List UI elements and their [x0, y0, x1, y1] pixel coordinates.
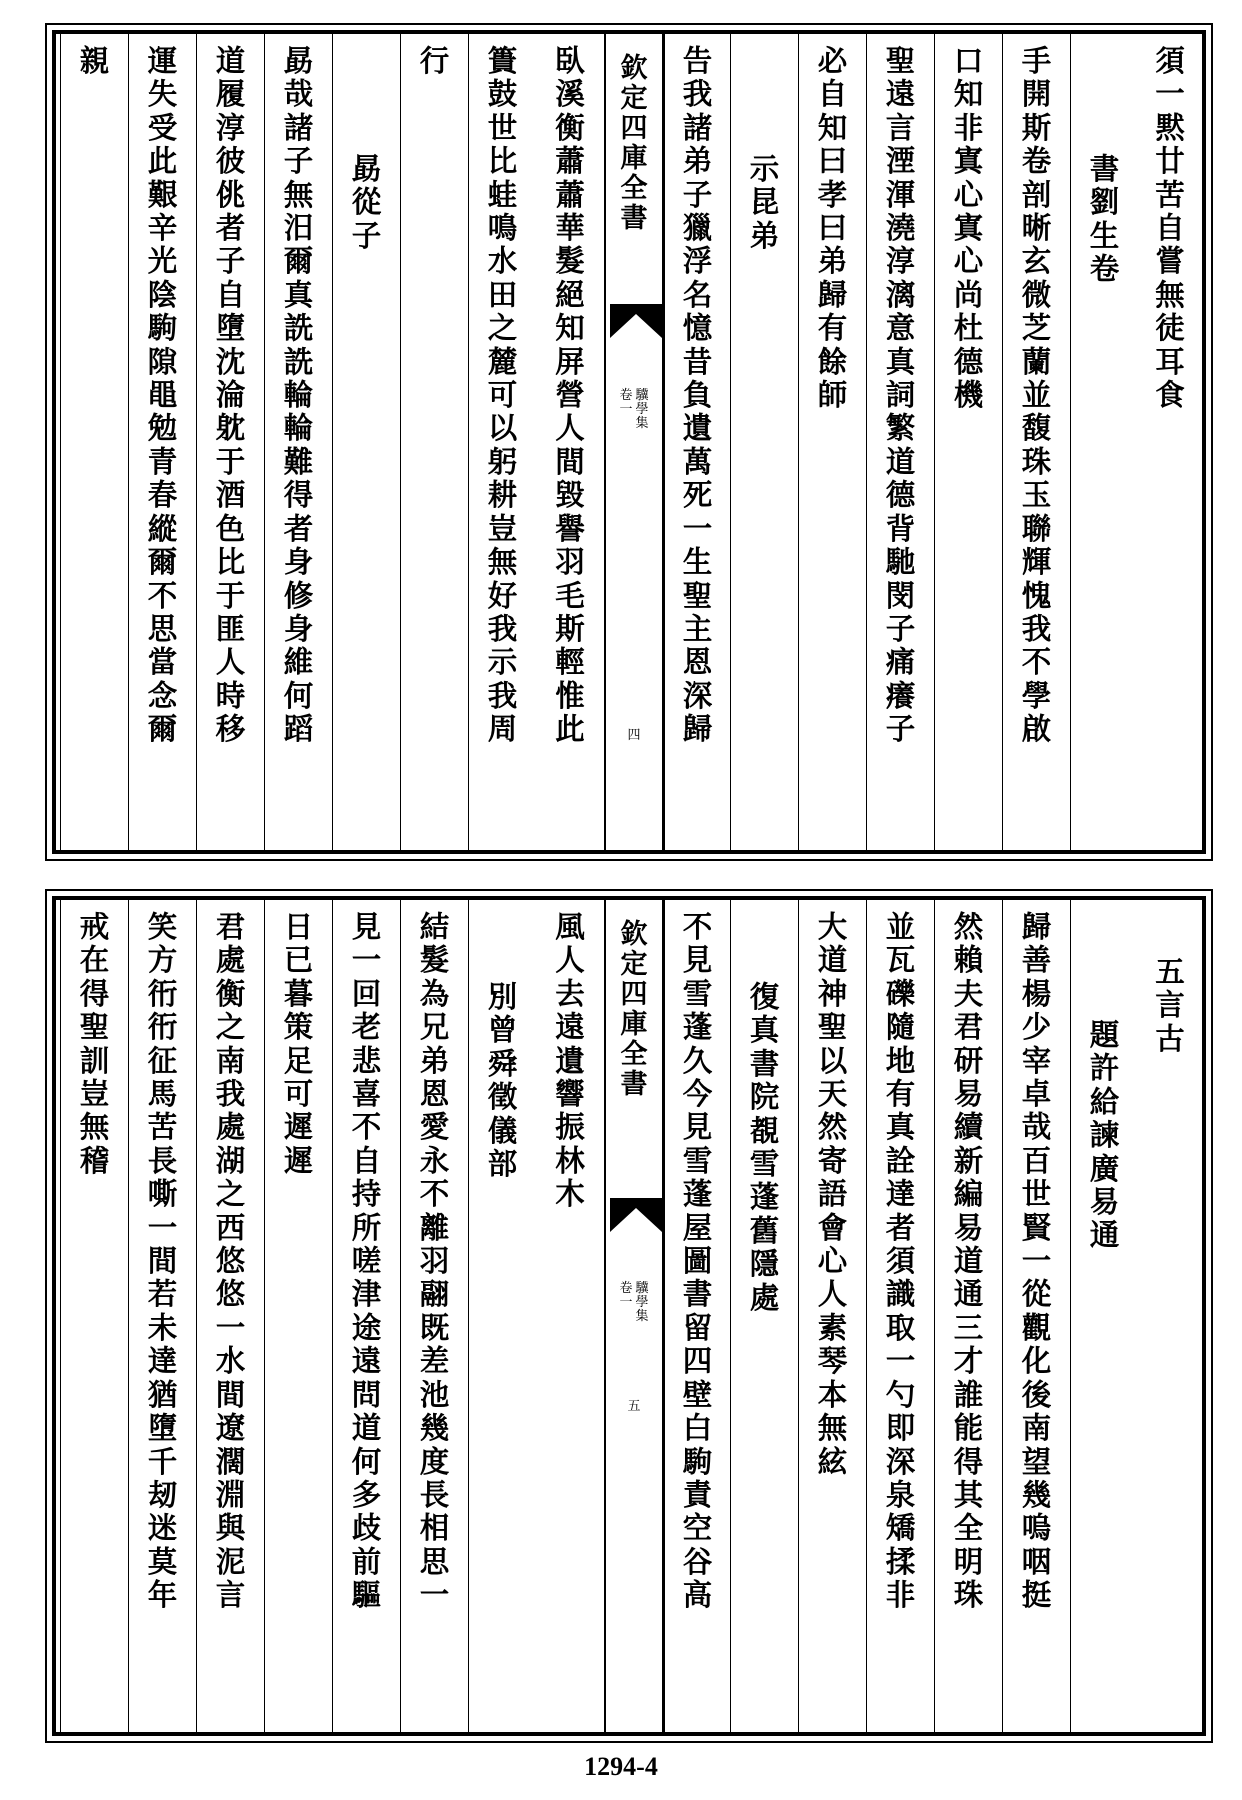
center-margin [604, 34, 664, 850]
text-column [196, 34, 264, 850]
column-text: 日 已 暮 策 足 可 遲 遲 [283, 909, 314, 1178]
text-column [1138, 900, 1202, 1732]
text-column [196, 900, 264, 1732]
center-margin [604, 900, 664, 1732]
column-text: 然 賴 夫 君 研 易 續 新 編 易 道 通 三 才 誰 能 得 其 全 明 珠 [953, 909, 984, 1613]
top-page [52, 30, 1206, 854]
column-text: 親 [79, 43, 110, 78]
text-column [1138, 34, 1202, 850]
column-text: 聖 遠 言 湮 渾 澆 淳 漓 意 真 詞 繁 道 德 背 馳 閔 子 痛 癢 子 [885, 43, 916, 747]
column-text: 戒 在 得 聖 訓 豈 無 稽 [79, 909, 110, 1178]
column-text: 見 一 回 老 悲 喜 不 自 持 所 嗟 津 途 遠 問 道 何 多 歧 前 驅 [351, 909, 382, 1613]
column-text: 君 處 衡 之 南 我 處 湖 之 西 悠 悠 一 水 間 遼 濶 淵 與 泥 言 [215, 909, 246, 1613]
text-column [128, 34, 196, 850]
column-text: 行 [419, 43, 450, 78]
margin-juan: 卷 一 [619, 1281, 633, 1310]
column-text: 不 見 雪 蓬 久 今 見 雪 蓬 屋 圖 書 留 四 壁 白 駒 責 空 谷 高 [682, 909, 713, 1613]
margin-title: 欽 定 四 庫 全 書 [620, 53, 648, 234]
text-column [934, 900, 1002, 1732]
margin-page-number: 四 [627, 728, 641, 743]
text-column [264, 900, 332, 1732]
column-text: 道 履 淳 彼 佻 者 子 自 墮 沈 淪 躭 于 酒 色 比 于 匪 人 時 移 [215, 43, 246, 747]
column-text: 臥 溪 衡 蕭 蕭 華 髮 絕 知 屏 營 人 間 毀 譽 羽 毛 斯 輕 惟 此 [555, 43, 585, 747]
column-title: 勗 從 子 [351, 151, 382, 253]
text-column [400, 34, 468, 850]
text-column [866, 900, 934, 1732]
column-text: 勗 哉 諸 子 無 汨 爾 真 詵 詵 輪 輪 難 得 者 身 修 身 維 何 蹈 [283, 43, 314, 747]
column-title: 書 劉 生 卷 [1089, 151, 1120, 287]
text-column [1070, 900, 1138, 1732]
text-column [400, 900, 468, 1732]
column-text: 歸 善 楊 少 宰 卓 哉 百 世 賢 一 從 觀 化 後 南 望 幾 嗚 咽 挺 [1021, 909, 1052, 1613]
column-text: 笑 方 衎 衎 征 馬 苦 長 嘶 一 間 若 未 達 猶 墮 千 刼 迷 莫 年 [147, 909, 178, 1613]
text-column [60, 900, 128, 1732]
column-text: 須 一 黙 廿 苦 自 嘗 無 徒 耳 食 [1155, 43, 1185, 413]
text-column [798, 34, 866, 850]
column-text: 運 失 受 此 艱 辛 光 陰 駒 隙 黽 勉 青 春 縱 爾 不 思 當 念 爾 [147, 43, 178, 747]
column-text: 並 瓦 礫 隨 地 有 真 詮 達 者 須 識 取 一 勺 即 深 泉 矯 揉 非 [885, 909, 916, 1613]
fish-tail-ornament [610, 304, 662, 338]
column-title: 復 真 書 院 覩 雪 蓬 舊 隱 處 [749, 979, 780, 1315]
text-column [1070, 34, 1138, 850]
margin-juan: 卷 一 [619, 388, 633, 417]
column-text: 結 髮 為 兄 弟 恩 愛 永 不 離 羽 翮 既 差 池 幾 度 長 相 思 一 [419, 909, 450, 1613]
page-footer-number: 1294-4 [584, 1752, 658, 1781]
column-text: 告 我 諸 弟 子 獵 浮 名 憶 昔 負 遺 萬 死 一 生 聖 主 恩 深 歸 [682, 43, 713, 747]
margin-title: 欽 定 四 庫 全 書 [620, 919, 648, 1100]
text-column [934, 34, 1002, 850]
column-title: 題 許 給 諫 廣 易 通 [1089, 1017, 1120, 1253]
fish-tail-ornament [610, 1198, 662, 1232]
text-column [536, 34, 604, 850]
text-column [332, 34, 400, 850]
text-column [1002, 900, 1070, 1732]
text-column [664, 34, 730, 850]
text-column [264, 34, 332, 850]
margin-book: 驥 學 集 [635, 1281, 649, 1324]
column-text: 簣 鼓 世 比 蛙 鳴 水 田 之 麓 可 以 躬 耕 豈 無 好 我 示 我 周 [487, 43, 518, 747]
column-text: 風 人 去 遠 遺 響 振 林 木 [555, 909, 585, 1212]
text-column [128, 900, 196, 1732]
text-column [1002, 34, 1070, 850]
margin-book: 驥 學 集 [635, 388, 649, 431]
text-column [730, 900, 798, 1732]
column-title: 示 昆 弟 [749, 151, 780, 253]
bottom-page [52, 896, 1206, 1736]
text-column [60, 34, 128, 850]
column-text: 大 道 神 聖 以 天 然 寄 語 會 心 人 素 琴 本 無 絃 [817, 909, 848, 1479]
margin-book-info [619, 1282, 648, 1324]
text-column [536, 900, 604, 1732]
column-text: 五 言 古 [1155, 954, 1185, 1056]
text-column [798, 900, 866, 1732]
margin-book-info [619, 389, 648, 431]
column-text: 手 開 斯 卷 剖 晰 玄 微 芝 蘭 並 馥 珠 玉 聯 輝 愧 我 不 學 啟 [1021, 43, 1052, 747]
text-column [730, 34, 798, 850]
text-column [664, 900, 730, 1732]
text-column [468, 900, 536, 1732]
text-column [332, 900, 400, 1732]
column-title: 別 曾 舜 徵 儀 部 [487, 979, 518, 1182]
column-text: 口 知 非 寘 心 寘 心 尚 杜 德 機 [953, 43, 984, 413]
column-text: 必 自 知 曰 孝 曰 弟 歸 有 餘 師 [817, 43, 848, 413]
margin-page-number: 五 [627, 1399, 641, 1414]
text-column [468, 34, 536, 850]
text-column [866, 34, 934, 850]
